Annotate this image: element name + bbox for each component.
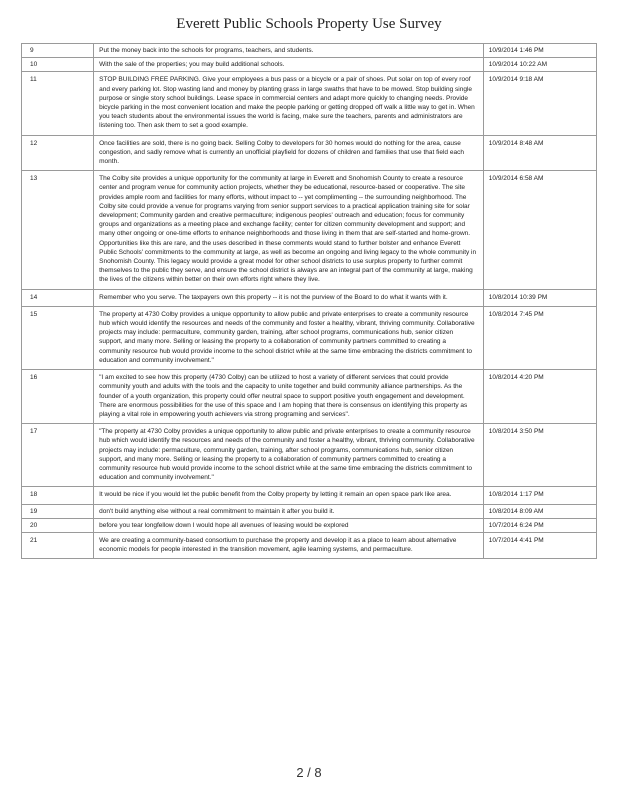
response-date: 10/9/2014 9:18 AM [483, 72, 596, 135]
response-number: 10 [22, 58, 94, 72]
page-indicator: 2 / 8 [296, 765, 322, 780]
response-text: The Colby site provides a unique opportunity for the community at large in Everett and Snohomish County to create a resource center and program venue for community action projects, whether they be educational, resource-based or cooperative. The site provides ample room and facilities for many efforts, without impact to -- yet complimenting -- the surrounding neighborhood. The Colby site could provide a venue for programs varying from senior support services to a practical application training site for solar development; Community garden and creative permaculture; indigenous peoples' outreach and education; focus for community groups and organizations as a meeting place and exchange facility; center for citizen community development and support; and many other ongoing or one-time efforts to enhance neighborhoods and those living in them that are self-started and home-grown. Opportunities like this are rare, and the uses described in these comments would stand to further bolster and enhance Everett Public Schools' commitments to the community at large, as well as become an ongoing and living legacy to the whole community in Snohomish County. This legacy would provide a great model for other school districts to use surplus property to further commit themselves to the public they serve, and ensure the school district is always are an integral part of the community at large, making the lives of the citizens within better on their own efforts right where they live. [94, 171, 484, 289]
response-number: 15 [22, 306, 94, 369]
response-date: 10/8/2014 4:20 PM [483, 370, 596, 424]
table-row [22, 306, 597, 369]
table-row [22, 58, 597, 72]
response-text: Put the money back into the schools for programs, teachers, and students. [94, 44, 484, 58]
response-number: 14 [22, 289, 94, 306]
table-row [22, 504, 597, 518]
response-text: We are creating a community-based consortium to purchase the property and develop it as a place to learn about alternative economic models for people interested in the transition movement, agile learning systems, and permaculture. [94, 532, 484, 558]
response-text: don't build anything else without a real commitment to maintain it after you build it. [94, 504, 484, 518]
response-text: "I am excited to see how this property (4730 Colby) can be utilized to host a variety of different services that could provide community youth and adults with the tools and the capacity to unite together and build community alliance partnerships. As the founder of a youth organization, this property could offer neutral space to support positive youth engagement and development. There are enormous possibilities for the use of this space and I am hoping that there is consensus on identifying this property as playing a vital role in empowering youth achievers via strong programing and services". [94, 370, 484, 424]
table-row [22, 135, 597, 171]
response-date: 10/8/2014 7:45 PM [483, 306, 596, 369]
table-row [22, 518, 597, 532]
response-date: 10/7/2014 4:41 PM [483, 532, 596, 558]
response-text: STOP BUILDING FREE PARKING. Give your employees a bus pass or a bicycle or a pair of shoes. Put solar on top of every roof and every parking lot. Stop wasting land and money by planting grass in large swaths that have to be mowed. Stop building single purpose or single story school buildings. Lease space in commercial centers and adapt more quickly to changing needs. Provide bicycle parking in the most convenient location and make the people parking or getting dropped off walk a little way to get in. When you teach students about the environmental issues the world is facing, make sure the teachers, parents and administrators are listening too. Then ask them to set a good example. [94, 72, 484, 135]
table-row [22, 72, 597, 135]
response-text: Once facilities are sold, there is no going back. Selling Colby to developers for 30 homes would do nothing for the area, cause congestion, and sadly remove what is currently an unofficial playfield for dozens of children and families that use that field each month. [94, 135, 484, 171]
table-row [22, 487, 597, 504]
table-row [22, 424, 597, 487]
response-number: 21 [22, 532, 94, 558]
responses-table [21, 43, 597, 559]
response-text: It would be nice if you would let the public benefit from the Colby property by letting it remain an open space park like area. [94, 487, 484, 504]
table-row [22, 370, 597, 424]
response-number: 19 [22, 504, 94, 518]
response-date: 10/7/2014 6:24 PM [483, 518, 596, 532]
table-row [22, 44, 597, 58]
table-row [22, 171, 597, 289]
response-date: 10/8/2014 3:50 PM [483, 424, 596, 487]
response-number: 11 [22, 72, 94, 135]
table-row [22, 289, 597, 306]
response-text: The property at 4730 Colby provides a unique opportunity to allow public and private enterprises to create a community resource hub which would identify the resources and needs of the community and foster a healthy, vibrant, thriving community. Collaborative projects may include: permaculture, community garden, training, after school programs, communications hub, senior citizen support, and many more. Selling or leasing the property to a collaboration of community partners committed to creating a community resource hub would provide income to the school district while at the same time embracing the districts commitment to education and community involvement." [94, 306, 484, 369]
page-title: Everett Public Schools Property Use Survey [176, 16, 442, 32]
response-number: 13 [22, 171, 94, 289]
response-number: 9 [22, 44, 94, 58]
response-date: 10/8/2014 8:09 AM [483, 504, 596, 518]
response-date: 10/9/2014 6:58 AM [483, 171, 596, 289]
response-text: "The property at 4730 Colby provides a unique opportunity to allow public and private enterprises to create a community resource hub which would identify the resources and needs of the community and foster a healthy, vibrant, thriving community. Collaborative projects may include: permaculture, community garden, training, after school programs, communications hub, senior citizen support, and many more. Selling or leasing the property to a collaboration of community partners committed to creating a community resource hub would provide income to the school district while at the same time embracing the districts commitment to education and community involvement." [94, 424, 484, 487]
response-text: Remember who you serve. The taxpayers own this property -- it is not the purview of the Board to do what it wants with it. [94, 289, 484, 306]
response-date: 10/8/2014 1:17 PM [483, 487, 596, 504]
response-date: 10/9/2014 1:46 PM [483, 44, 596, 58]
response-number: 16 [22, 370, 94, 424]
response-date: 10/9/2014 10:22 AM [483, 58, 596, 72]
response-text: With the sale of the properties; you may build additional schools. [94, 58, 484, 72]
response-date: 10/9/2014 8:48 AM [483, 135, 596, 171]
table-row [22, 532, 597, 558]
response-number: 12 [22, 135, 94, 171]
response-number: 18 [22, 487, 94, 504]
response-number: 17 [22, 424, 94, 487]
response-number: 20 [22, 518, 94, 532]
response-text: before you tear longfellow down I would hope all avenues of leasing would be explored [94, 518, 484, 532]
response-date: 10/8/2014 10:39 PM [483, 289, 596, 306]
